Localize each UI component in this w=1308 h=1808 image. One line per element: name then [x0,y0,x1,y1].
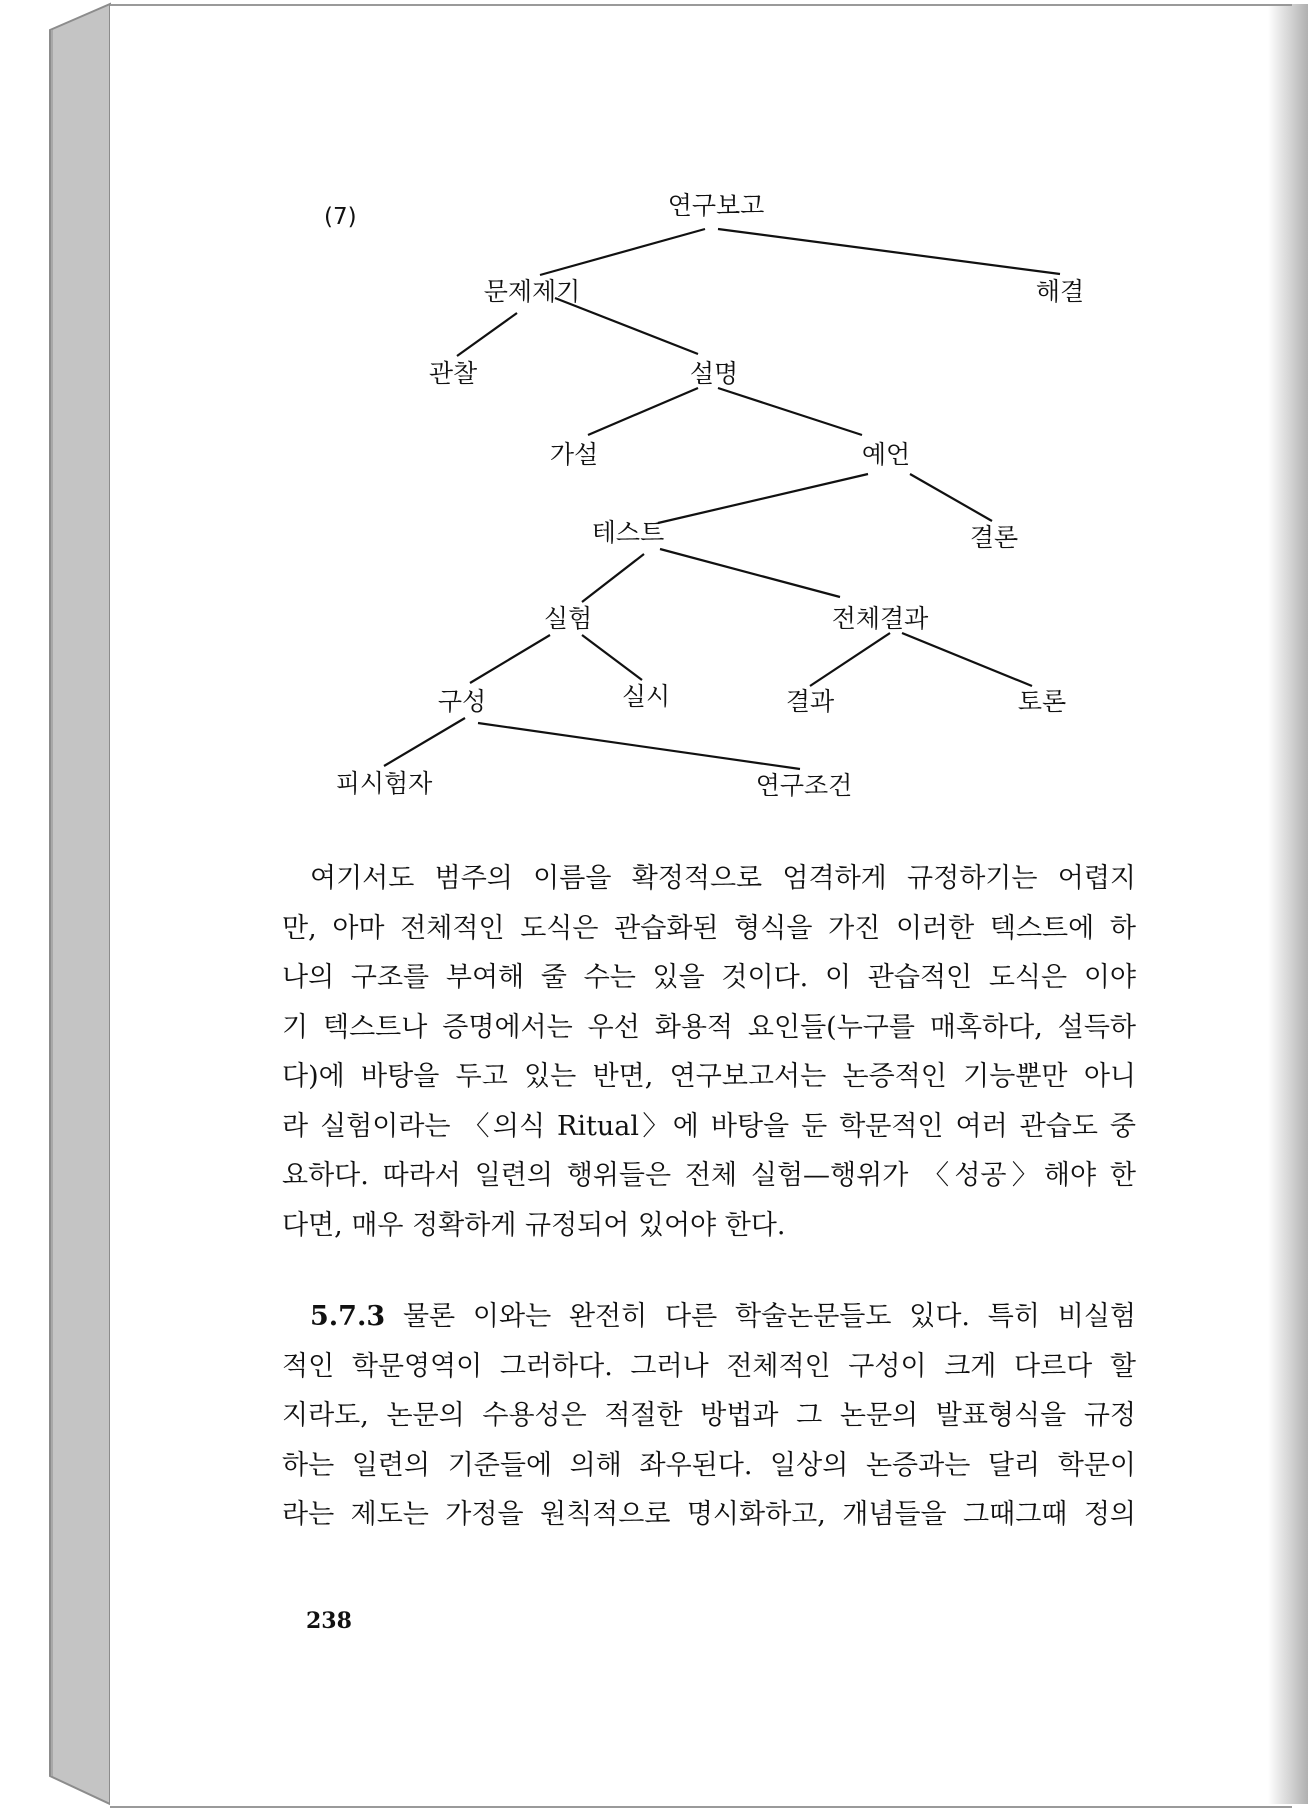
node-explanation: 설명 [689,359,739,388]
paragraph-line: 적인 학문영역이 그러하다. 그러나 전체적인 구성이 크게 다르다 할 [282,1350,1136,1382]
node-prediction: 예언 [861,440,911,469]
edge-test-experiment [582,554,644,602]
edge-experiment-composition [470,635,550,683]
edge-root-problem [540,229,705,275]
node-problem-statement: 문제제기 [483,277,581,306]
edge-experiment-execution [582,635,642,680]
edge-prediction-conclusion [910,474,992,521]
node-discussion: 토론 [1017,687,1067,716]
node-research-report: 연구보고 [667,191,765,220]
page-number: 238 [306,1608,352,1634]
edge-problem-explanation [555,298,698,354]
edge-total-result-result [810,633,890,686]
edge-explanation-prediction [718,388,862,435]
node-solution: 해결 [1035,277,1085,306]
node-subjects: 피시험자 [335,769,433,798]
paragraph-line [282,1292,1136,1342]
edge-problem-observation [457,313,517,356]
node-hypothesis: 가설 [549,440,599,469]
edge-composition-conditions [478,723,800,769]
section-number: 5.7.3 [310,1301,386,1332]
node-composition: 구성 [437,687,487,716]
example-number: (7) [324,204,357,230]
edge-root-solution [718,229,1060,274]
node-execution: 실시 [621,682,671,711]
paragraph-line: 요하다. 따라서 일련의 행위들은 전체 실험—행위가 〈성공〉해야 한 [282,1160,1136,1191]
tree-diagram [0,0,1308,830]
node-research-conditions: 연구조건 [755,771,853,800]
body-paragraph-2 [282,1292,1136,1540]
paragraph-line: 라는 제도는 가정을 원칙적으로 명시화하고, 개념들을 그때그때 정의 [282,1499,1136,1530]
node-result: 결과 [785,687,835,716]
node-experiment: 실험 [543,604,593,633]
edge-total-result-discussion [902,633,1032,686]
paragraph-line: 여기서도 범주의 이름을 확정적으로 엄격하게 규정하기는 어렵지 [310,863,1136,894]
paragraph-line: 나의 구조를 부여해 줄 수는 있을 것이다. 이 관습적인 도식은 이야 [282,962,1136,993]
edge-explanation-hypothesis [588,388,698,435]
body-paragraph-1 [282,854,1136,1250]
paragraph-line: 라 실험이라는 〈의식 Ritual〉에 바탕을 둔 학문적인 여러 관습도 중 [282,1110,1136,1142]
node-test: 테스트 [591,518,665,547]
edge-test-total-result [660,549,840,597]
paragraph-line: 만, 아마 전체적인 도식은 관습화된 형식을 가진 이러한 텍스트에 하 [282,912,1136,944]
paragraph-line-text: 물론 이와는 완전히 다른 학술논문들도 있다. 특히 비실험 [402,1301,1136,1332]
edge-composition-subjects [384,718,465,766]
edge-prediction-test [658,474,868,523]
paragraph-line: 지라도, 논문의 수용성은 적절한 방법과 그 논문의 발표형식을 규정 [282,1400,1136,1431]
paragraph-line: 다면, 매우 정확하게 규정되어 있어야 한다. [282,1209,786,1241]
node-total-result: 전체결과 [831,604,929,633]
node-conclusion: 결론 [969,523,1019,552]
paragraph-line: 다)에 바탕을 두고 있는 반면, 연구보고서는 논증적인 기능뿐만 아니 [282,1061,1136,1092]
paragraph-line: 하는 일련의 기준들에 의해 좌우된다. 일상의 논증과는 달리 학문이 [282,1449,1136,1481]
paragraph-line: 기 텍스트나 증명에서는 우선 화용적 요인들(누구를 매혹하다, 설득하 [282,1011,1136,1043]
node-observation: 관찰 [428,359,478,388]
